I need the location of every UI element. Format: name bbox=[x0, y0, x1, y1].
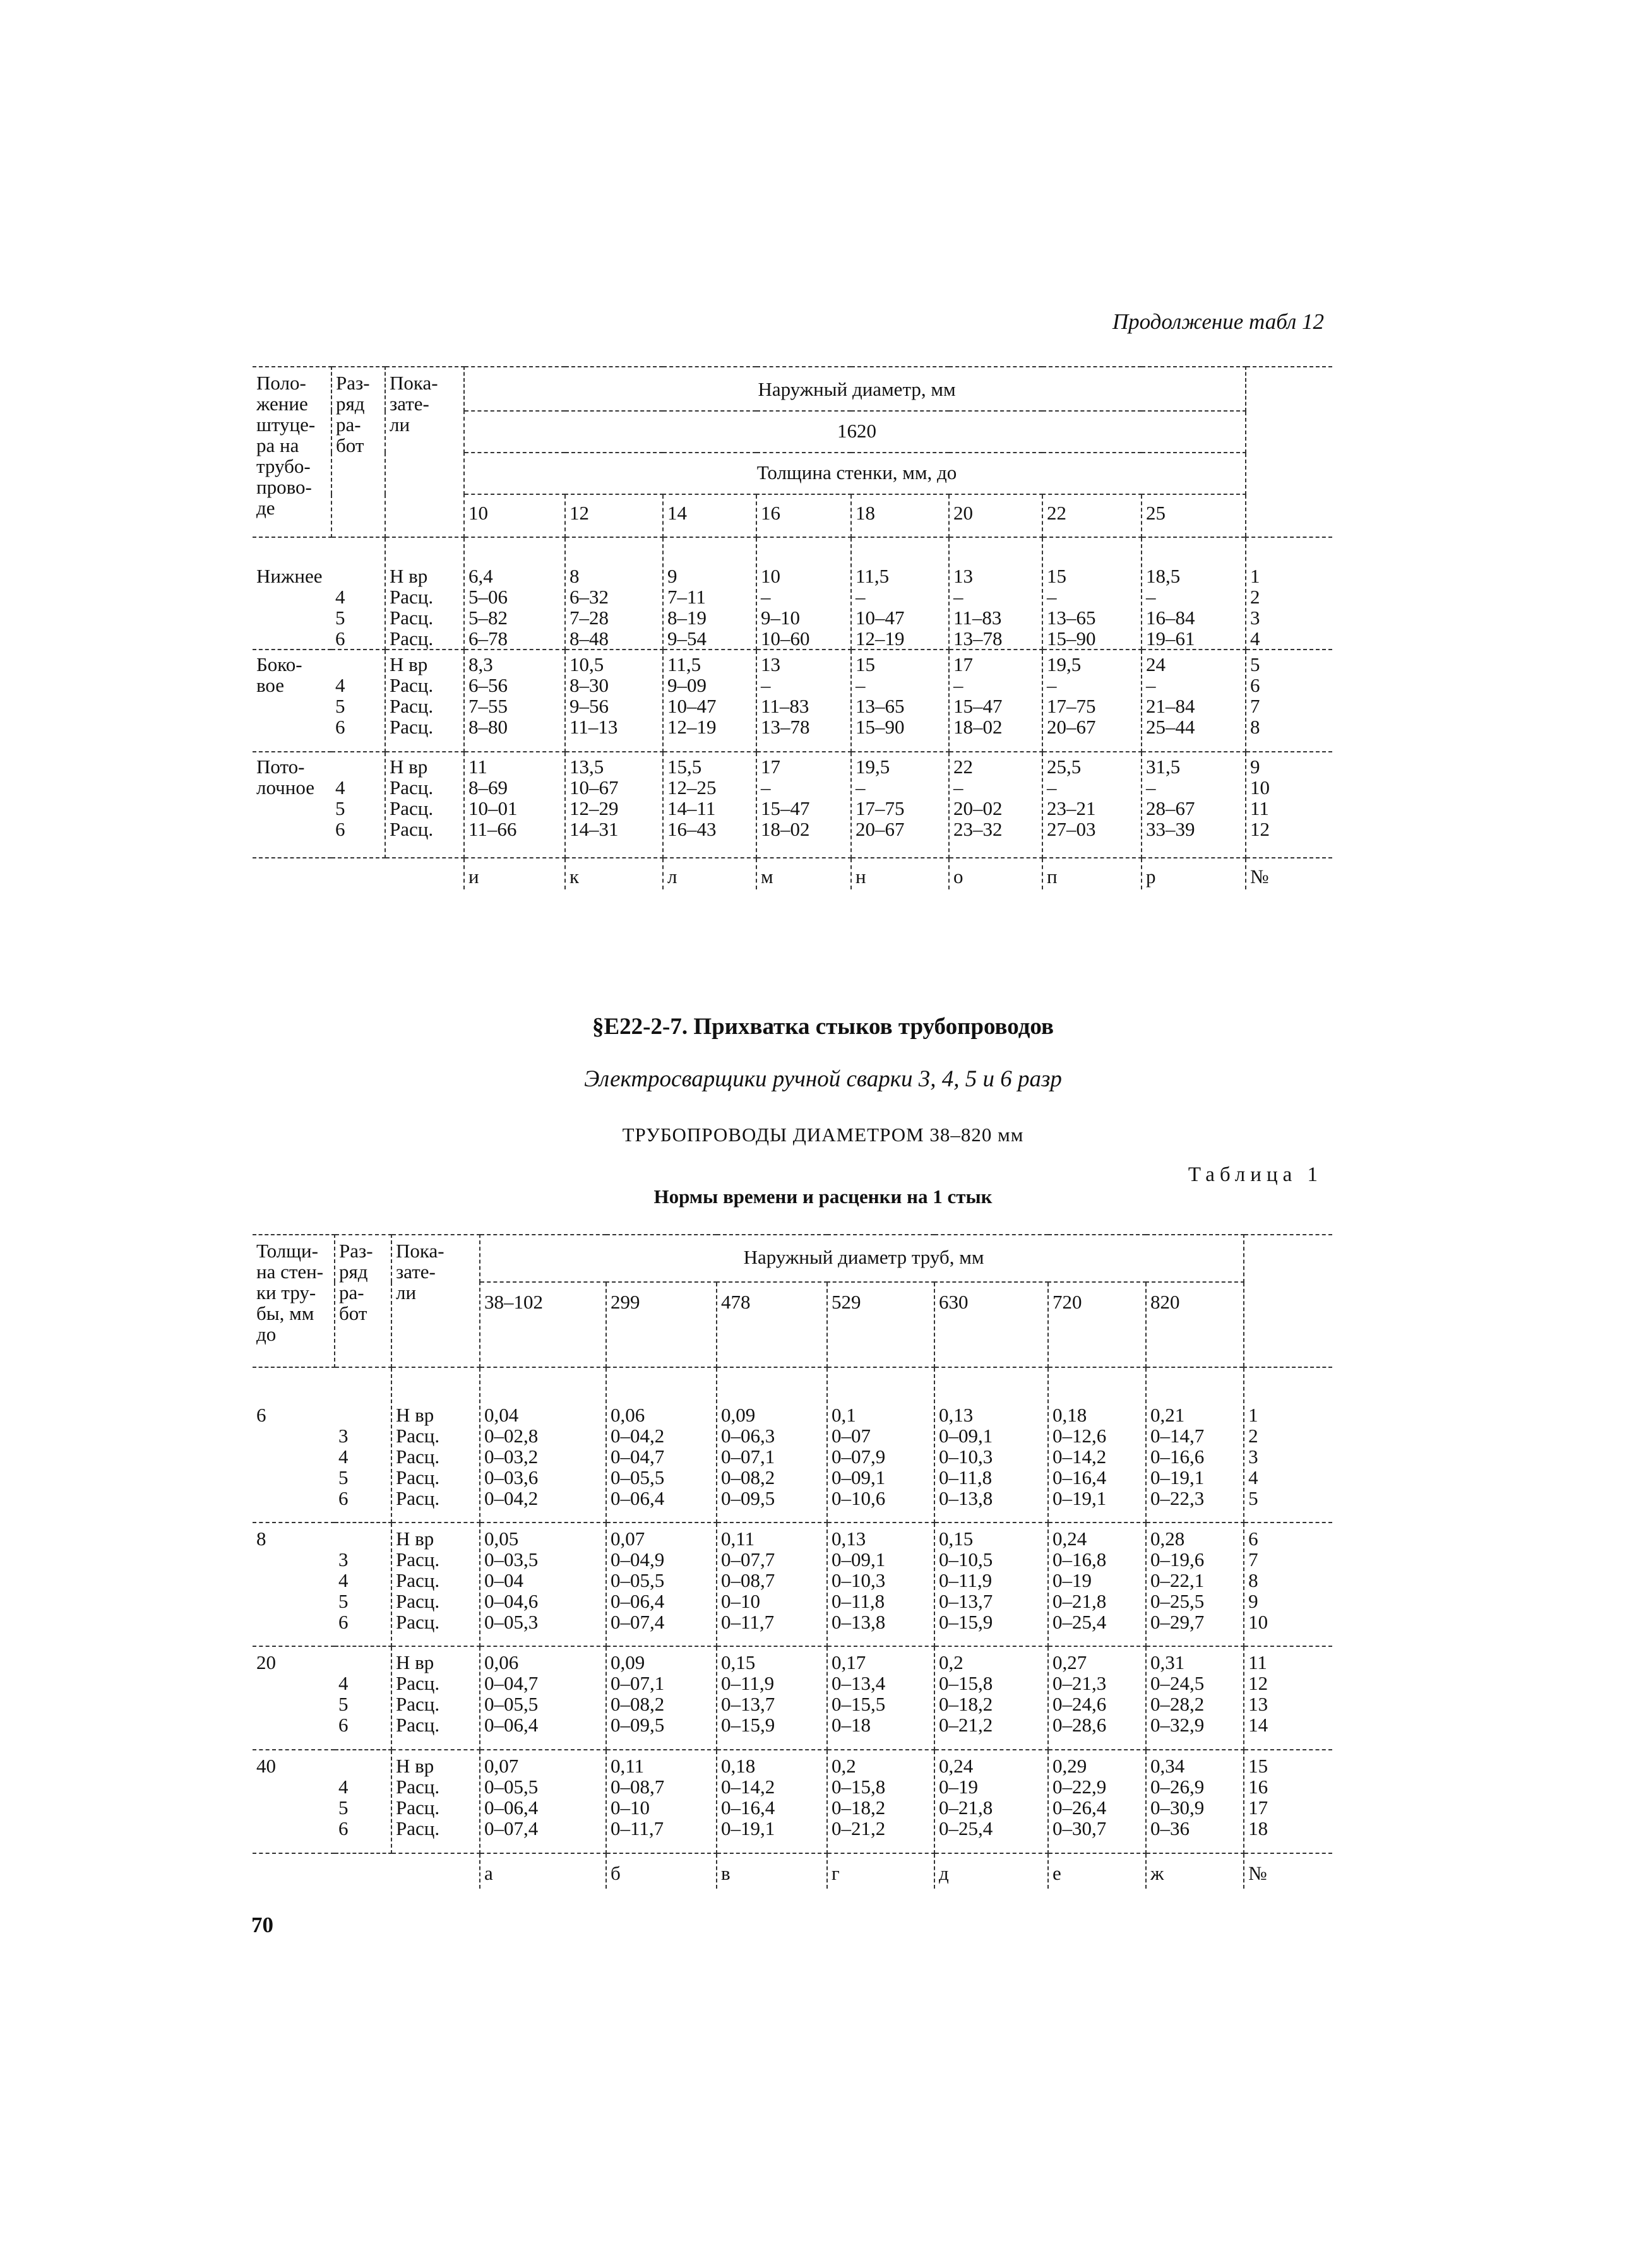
col-header: 299 bbox=[606, 1282, 717, 1367]
cell: 10 – 9–10 10–60 bbox=[756, 537, 851, 650]
number-sign: № bbox=[1250, 865, 1269, 888]
row-indicators: Н вр Расц. Расц. Расц. bbox=[385, 650, 464, 752]
cell: 0,11 0–08,7 0–10 0–11,7 bbox=[606, 1750, 717, 1853]
column-letter: д bbox=[934, 1853, 1048, 1889]
cell: 0,29 0–22,9 0–26,4 0–30,7 bbox=[1048, 1750, 1146, 1853]
row-position: Боко- вое bbox=[253, 650, 331, 752]
continuation-note: Продолжение табл 12 bbox=[1112, 309, 1324, 334]
row-wall: 40 bbox=[253, 1750, 335, 1853]
row-indicators: Н вр Расц. Расц. Расц. bbox=[385, 752, 464, 858]
col-header: 14 bbox=[663, 494, 756, 537]
table-row bbox=[253, 650, 1332, 752]
cell: 8,3 6–56 7–55 8–80 bbox=[464, 650, 565, 752]
row-numbers: 1 2 3 4 5 bbox=[1244, 1367, 1332, 1523]
cell: 15 – 13–65 15–90 bbox=[851, 650, 949, 752]
cell: 0,06 0–04,7 0–05,5 0–06,4 bbox=[480, 1646, 606, 1750]
row-indicators: Н вр Расц. Расц. Расц. Расц. bbox=[391, 1367, 480, 1523]
cell: 13,5 10–67 12–29 14–31 bbox=[565, 752, 663, 858]
cell: 10,5 8–30 9–56 11–13 bbox=[565, 650, 663, 752]
cell: 0,21 0–14,7 0–16,6 0–19,1 0–22,3 bbox=[1146, 1367, 1244, 1523]
cell: 8 6–32 7–28 8–48 bbox=[565, 537, 663, 650]
row-grades: 4 5 6 bbox=[331, 752, 385, 858]
col-header: 478 bbox=[717, 1282, 827, 1367]
column-letter: о bbox=[949, 858, 1042, 889]
cell: 0,06 0–04,2 0–04,7 0–05,5 0–06,4 bbox=[606, 1367, 717, 1523]
row-indicators: Н вр Расц. Расц. Расц. Расц. bbox=[391, 1523, 480, 1646]
section-title: §Е22-2-7. Прихватка стыков трубопроводов bbox=[592, 1014, 1054, 1040]
row-position: Пото- лочное bbox=[253, 752, 331, 858]
table-number: Таблица 1 bbox=[1188, 1163, 1323, 1186]
header-grade: Раз- ряд ра- бот bbox=[335, 1235, 391, 1367]
cell: 0,09 0–06,3 0–07,1 0–08,2 0–09,5 bbox=[717, 1367, 827, 1523]
column-letter: н bbox=[851, 858, 949, 889]
cell: 0,2 0–15,8 0–18,2 0–21,2 bbox=[827, 1750, 934, 1853]
col-header: 25 bbox=[1142, 494, 1246, 537]
row-indicators: Н вр Расц. Расц. Расц. bbox=[391, 1646, 480, 1750]
col-header: 529 bbox=[827, 1282, 934, 1367]
row-position: Нижнее bbox=[253, 537, 331, 650]
table-row bbox=[253, 1646, 1332, 1750]
column-letter: к bbox=[565, 858, 663, 889]
row-wall: 20 bbox=[253, 1646, 335, 1750]
cell: 0,07 0–04,9 0–05,5 0–06,4 0–07,4 bbox=[606, 1523, 717, 1646]
col-header: 22 bbox=[1042, 494, 1142, 537]
row-indicators: Н вр Расц. Расц. Расц. bbox=[391, 1750, 480, 1853]
letter-row bbox=[253, 858, 1332, 889]
cell: 0,13 0–09,1 0–10,3 0–11,8 0–13,8 bbox=[827, 1523, 934, 1646]
cell: 19,5 – 17–75 20–67 bbox=[851, 752, 949, 858]
cell: 0,11 0–07,7 0–08,7 0–10 0–11,7 bbox=[717, 1523, 827, 1646]
workers-subtitle: Электросварщики ручной сварки 3, 4, 5 и 6 разр bbox=[584, 1066, 1062, 1092]
row-grades: 3 4 5 6 bbox=[335, 1367, 391, 1523]
column-letter: е bbox=[1048, 1853, 1146, 1889]
col-header: 20 bbox=[949, 494, 1042, 537]
norms-caption: Нормы времени и расценки на 1 стык bbox=[653, 1185, 993, 1208]
cell: 13 – 11–83 13–78 bbox=[756, 650, 851, 752]
cell: 0,18 0–12,6 0–14,2 0–16,4 0–19,1 bbox=[1048, 1367, 1146, 1523]
col-header: 38–102 bbox=[480, 1282, 606, 1367]
table-1 bbox=[253, 1234, 1332, 1889]
row-numbers: 5 6 7 8 bbox=[1246, 650, 1332, 752]
cell: 6,4 5–06 5–82 6–78 bbox=[464, 537, 565, 650]
table-12-continuation bbox=[253, 366, 1332, 889]
cell: 13 – 11–83 13–78 bbox=[949, 537, 1042, 650]
col-header: 16 bbox=[756, 494, 851, 537]
col-header: 18 bbox=[851, 494, 949, 537]
cell: 0,34 0–26,9 0–30,9 0–36 bbox=[1146, 1750, 1244, 1853]
row-numbers: 9 10 11 12 bbox=[1246, 752, 1332, 858]
header-grade: Раз- ряд ра- бот bbox=[331, 367, 385, 537]
col-header: 630 bbox=[934, 1282, 1048, 1367]
row-numbers: 11 12 13 14 bbox=[1244, 1646, 1332, 1750]
column-letter: м bbox=[756, 858, 851, 889]
cell: 19,5 – 17–75 20–67 bbox=[1042, 650, 1142, 752]
column-letter: в bbox=[717, 1853, 827, 1889]
column-letter: ж bbox=[1146, 1853, 1244, 1889]
header-position: Поло- жение штуце- ра на трубо- прово- де bbox=[253, 367, 331, 537]
cell: 0,15 0–11,9 0–13,7 0–15,9 bbox=[717, 1646, 827, 1750]
cell: 11,5 9–09 10–47 12–19 bbox=[663, 650, 756, 752]
table-row bbox=[253, 752, 1332, 858]
letter-row bbox=[253, 1853, 1332, 1889]
cell: 0,04 0–02,8 0–03,2 0–03,6 0–04,2 bbox=[480, 1367, 606, 1523]
cell: 11 8–69 10–01 11–66 bbox=[464, 752, 565, 858]
table-row bbox=[253, 537, 1332, 650]
cell: 0,2 0–15,8 0–18,2 0–21,2 bbox=[934, 1646, 1048, 1750]
number-sign: № bbox=[1248, 1862, 1267, 1884]
cell: 17 – 15–47 18–02 bbox=[949, 650, 1042, 752]
header-diameter-value: 1620 bbox=[464, 411, 1246, 453]
header-outer-diameter: Наружный диаметр, мм bbox=[464, 367, 1246, 411]
col-header: 720 bbox=[1048, 1282, 1146, 1367]
column-letter: г bbox=[827, 1853, 934, 1889]
row-numbers: 1 2 3 4 bbox=[1246, 537, 1332, 650]
cell: 22 – 20–02 23–32 bbox=[949, 752, 1042, 858]
cell: 0,1 0–07 0–07,9 0–09,1 0–10,6 bbox=[827, 1367, 934, 1523]
row-numbers: 15 16 17 18 bbox=[1244, 1750, 1332, 1853]
row-numbers: 6 7 8 9 10 bbox=[1244, 1523, 1332, 1646]
row-wall: 8 bbox=[253, 1523, 335, 1646]
cell: 0,13 0–09,1 0–10,3 0–11,8 0–13,8 bbox=[934, 1367, 1048, 1523]
cell: 0,31 0–24,5 0–28,2 0–32,9 bbox=[1146, 1646, 1244, 1750]
cell: 0,24 0–16,8 0–19 0–21,8 0–25,4 bbox=[1048, 1523, 1146, 1646]
cell: 0,09 0–07,1 0–08,2 0–09,5 bbox=[606, 1646, 717, 1750]
column-letter: и bbox=[464, 858, 565, 889]
table-row bbox=[253, 1367, 1332, 1523]
cell: 24 – 21–84 25–44 bbox=[1142, 650, 1246, 752]
table-row bbox=[253, 1750, 1332, 1853]
cell: 31,5 – 28–67 33–39 bbox=[1142, 752, 1246, 858]
column-letter: р bbox=[1142, 858, 1246, 889]
row-grades: 4 5 6 bbox=[331, 650, 385, 752]
row-grades: 4 5 6 bbox=[335, 1750, 391, 1853]
row-indicators: Н вр Расц. Расц. Расц. bbox=[385, 537, 464, 650]
pipes-subtitle: ТРУБОПРОВОДЫ ДИАМЕТРОМ 38–820 мм bbox=[622, 1124, 1024, 1146]
cell: 0,17 0–13,4 0–15,5 0–18 bbox=[827, 1646, 934, 1750]
header-indicators: Пока- зате- ли bbox=[391, 1235, 480, 1367]
cell: 0,05 0–03,5 0–04 0–04,6 0–05,3 bbox=[480, 1523, 606, 1646]
cell: 25,5 – 23–21 27–03 bbox=[1042, 752, 1142, 858]
cell: 0,15 0–10,5 0–11,9 0–13,7 0–15,9 bbox=[934, 1523, 1048, 1646]
cell: 11,5 – 10–47 12–19 bbox=[851, 537, 949, 650]
header-indicators: Пока- зате- ли bbox=[385, 367, 464, 537]
row-wall: 6 bbox=[253, 1367, 335, 1523]
header-outer-diameter: Наружный диаметр труб, мм bbox=[480, 1235, 1244, 1282]
cell: 15,5 12–25 14–11 16–43 bbox=[663, 752, 756, 858]
column-letter: п bbox=[1042, 858, 1142, 889]
header-wall-thickness: Толщина стенки, мм, до bbox=[464, 453, 1246, 494]
col-header: 10 bbox=[464, 494, 565, 537]
cell: 9 7–11 8–19 9–54 bbox=[663, 537, 756, 650]
col-header: 12 bbox=[565, 494, 663, 537]
row-grades: 3 4 5 6 bbox=[335, 1523, 391, 1646]
cell: 15 – 13–65 15–90 bbox=[1042, 537, 1142, 650]
cell: 18,5 – 16–84 19–61 bbox=[1142, 537, 1246, 650]
cell: 0,07 0–05,5 0–06,4 0–07,4 bbox=[480, 1750, 606, 1853]
row-grades: 4 5 6 bbox=[331, 537, 385, 650]
column-letter: л bbox=[663, 858, 756, 889]
cell: 0,24 0–19 0–21,8 0–25,4 bbox=[934, 1750, 1048, 1853]
cell: 17 – 15–47 18–02 bbox=[756, 752, 851, 858]
cell: 0,28 0–19,6 0–22,1 0–25,5 0–29,7 bbox=[1146, 1523, 1244, 1646]
table-row bbox=[253, 1523, 1332, 1646]
header-wall: Толщи- на стен- ки тру- бы, мм до bbox=[253, 1235, 335, 1367]
column-letter: а bbox=[480, 1853, 606, 1889]
page-number: 70 bbox=[251, 1913, 273, 1937]
cell: 0,27 0–21,3 0–24,6 0–28,6 bbox=[1048, 1646, 1146, 1750]
cell: 0,18 0–14,2 0–16,4 0–19,1 bbox=[717, 1750, 827, 1853]
col-header: 820 bbox=[1146, 1282, 1244, 1367]
column-letter: б bbox=[606, 1853, 717, 1889]
row-grades: 4 5 6 bbox=[335, 1646, 391, 1750]
